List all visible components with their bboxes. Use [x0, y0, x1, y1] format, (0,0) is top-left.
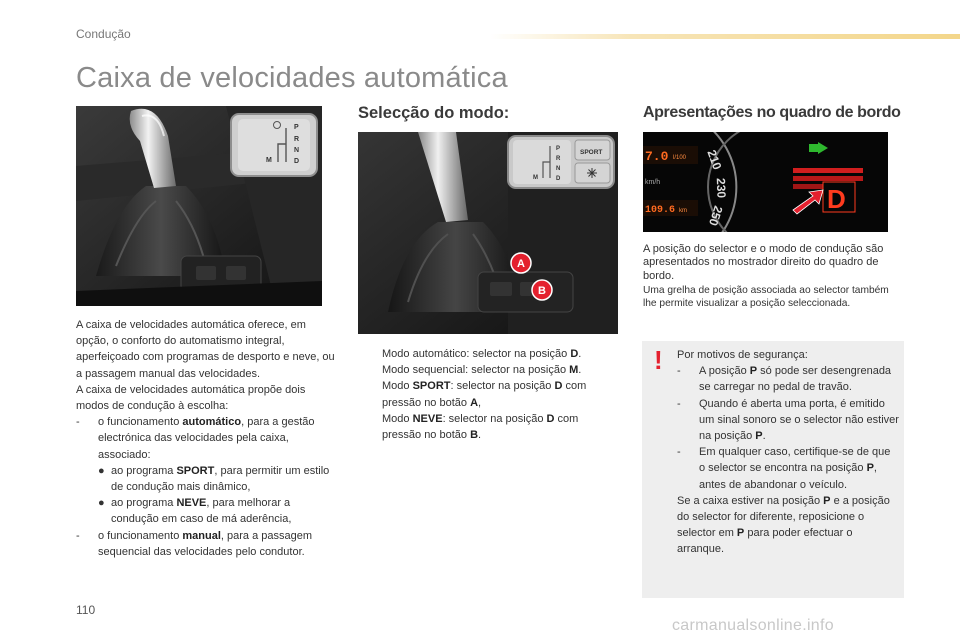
- svg-text:B: B: [538, 285, 546, 297]
- auto-prefix: o funcionamento: [98, 416, 180, 429]
- mode-selection-heading: Selecção do modo:: [358, 104, 510, 122]
- item3-bold1: SPORT: [412, 380, 451, 393]
- dashboard-heading: Apresentações no quadro de bordo: [643, 104, 901, 121]
- mode-item-automatic: [363, 346, 618, 362]
- instrument-cluster-photo: [643, 132, 888, 232]
- item3-pre: Modo: [382, 380, 410, 393]
- speed-tick-230: 230: [713, 177, 729, 199]
- section-label: Condução: [76, 27, 131, 41]
- watermark: carmanualsonline.info: [672, 617, 834, 634]
- manual-bold: manual: [182, 529, 221, 542]
- manual-prefix: o funcionamento: [98, 529, 180, 542]
- mode-item-sequential: [363, 362, 618, 378]
- item4-bold3: B: [470, 429, 479, 442]
- item3-bold2: D: [554, 380, 563, 393]
- warning-outro: [677, 493, 899, 558]
- w2-b: P: [755, 430, 763, 443]
- w3-a: Em qualquer caso, certifique-se de que o selector se encontra na posição: [699, 446, 891, 475]
- manual-suffix: , para a passagem sequencial das velocidades pelo condutor.: [98, 529, 313, 558]
- checkbox-marker-icon: [363, 346, 382, 362]
- speed-unit-label: km/h: [645, 179, 661, 186]
- speed-tick-210: 210: [704, 147, 725, 172]
- safety-warning-box: [642, 341, 904, 598]
- item4-mid2: com pressão no botão: [382, 412, 579, 442]
- shift-label-r: R: [294, 136, 300, 143]
- snowflake-icon: [587, 168, 597, 178]
- w2-a: Quando é aberta uma porta, é emitido um sinal sonoro se o selector não estiver na posição: [699, 397, 899, 443]
- page-title: Caixa de velocidades automática: [76, 62, 508, 94]
- item3-end: ,: [478, 396, 482, 409]
- shift-label-n: N: [556, 166, 561, 172]
- w1-b: P: [749, 365, 758, 378]
- intro-paragraph-2: A caixa de velocidades automática propõe dois modos de condução à escolha:: [76, 383, 306, 413]
- list-item-sport: [76, 463, 338, 495]
- shift-label-r: R: [556, 156, 561, 162]
- mode-item-sport: [363, 378, 618, 410]
- outro-d: P: [736, 527, 745, 540]
- item3-mid2: com pressão no botão: [382, 380, 587, 409]
- item4-end: .: [478, 429, 482, 442]
- warning-item-2: [677, 396, 899, 445]
- caption-paragraph-2: Uma grelha de posição associada ao selector também lhe permite visualizar a posição seleccionada.: [643, 284, 889, 310]
- page-number: 110: [76, 603, 96, 617]
- warning-item-3: [677, 444, 899, 493]
- outro-c: e a posição do selector for diferente, reposicione o selector em: [677, 494, 890, 540]
- odometer-reading-2: 109.6: [645, 205, 676, 216]
- header-rule: [490, 34, 960, 39]
- w1-a: A posição: [699, 365, 747, 378]
- item2-bold: M: [569, 364, 579, 377]
- shift-label-p: P: [556, 146, 561, 152]
- speed-tick-250: 250: [706, 204, 726, 228]
- sport-button-label: SPORT: [580, 149, 603, 156]
- sport-prefix: ao programa: [111, 464, 174, 477]
- w3-c: , antes de abandonar o veículo.: [699, 462, 877, 491]
- dashboard-caption: [643, 243, 891, 310]
- svg-text:A: A: [517, 258, 525, 270]
- item3-bold3: A: [470, 396, 479, 409]
- dash-marker: -: [677, 397, 681, 410]
- checkbox-marker-icon: [363, 362, 382, 378]
- odometer-unit-1: l/100: [673, 155, 687, 161]
- w2-c: .: [762, 430, 766, 443]
- dash-marker: -: [677, 365, 681, 378]
- odometer-reading-1: 7.0: [645, 149, 669, 164]
- dash-marker: -: [677, 446, 681, 459]
- callout-b: [532, 280, 552, 300]
- sport-bold: SPORT: [176, 464, 215, 477]
- gear-letter-display: D: [827, 184, 846, 214]
- shift-label-d: D: [294, 158, 300, 165]
- item3-mid: : selector na posição: [450, 380, 552, 393]
- shift-label-m: M: [266, 157, 272, 164]
- shift-label-d: D: [556, 176, 561, 182]
- mode-buttons-photo: [358, 132, 618, 334]
- w3-b: P: [866, 462, 874, 475]
- neve-bold: NEVE: [176, 497, 207, 510]
- list-item-automatic: [76, 414, 338, 463]
- warning-intro: Por motivos de segurança:: [677, 349, 808, 361]
- item4-pre: Modo: [382, 412, 410, 425]
- neve-suffix: , para melhorar a condução em caso de má aderência,: [111, 497, 292, 526]
- list-item-neve: [76, 495, 338, 527]
- auto-bold: automático: [182, 416, 242, 429]
- callout-a: [511, 253, 531, 273]
- sport-suffix: , para permitir um estilo de condução mais dinâmico,: [111, 464, 330, 494]
- item4-bold2: D: [546, 412, 555, 425]
- warning-text: [677, 347, 899, 558]
- checkbox-marker-icon: [363, 411, 382, 443]
- odometer-unit-2: km: [679, 208, 687, 214]
- item1-end: .: [578, 348, 582, 360]
- w1-c: só pode ser desengrenada se carregar no pedal de travão.: [699, 365, 892, 394]
- item2-text: Modo sequencial: selector na posição: [382, 364, 567, 377]
- list-item-manual: [76, 528, 338, 560]
- outro-a: Se a caixa estiver na posição: [677, 494, 821, 507]
- shift-label-p: P: [294, 124, 299, 131]
- item4-bold1: NEVE: [412, 412, 443, 425]
- shift-label-m: M: [533, 175, 538, 181]
- dash-marker: -: [76, 529, 80, 542]
- dash-marker: -: [76, 416, 80, 429]
- warning-item-1: [677, 363, 899, 395]
- shift-label-n: N: [294, 147, 300, 154]
- mode-list: [363, 346, 618, 443]
- checkbox-marker-icon: [363, 378, 382, 410]
- outro-e: para poder efectuar o arranque.: [677, 527, 853, 556]
- intro-text-block: [76, 317, 338, 560]
- item1-bold: D: [570, 348, 579, 360]
- gear-selector-photo: [76, 106, 322, 306]
- warning-exclamation-icon: !: [654, 345, 663, 375]
- mode-item-neve: [363, 411, 618, 443]
- item1-text: Modo automático: selector na posição: [382, 348, 568, 360]
- caption-paragraph-1: A posição do selector e o modo de condução são apresentados no mostrador direito do quadro de bordo.: [643, 243, 884, 282]
- bullet-marker: ●: [98, 464, 105, 477]
- item2-end: .: [578, 364, 582, 377]
- auto-suffix: , para a gestão electrónica das velocidades pela caixa, associado:: [98, 416, 315, 461]
- item4-mid: : selector na posição: [442, 412, 544, 425]
- neve-prefix: ao programa: [111, 497, 174, 510]
- bullet-marker: ●: [98, 497, 105, 510]
- outro-b: P: [823, 494, 831, 507]
- intro-paragraph-1: A caixa de velocidades automática oferece, em opção, o conforto do automatismo integral, aperfeiçoado com programas de desporto e neve, ou a passagem manual das velocidades.: [76, 319, 335, 380]
